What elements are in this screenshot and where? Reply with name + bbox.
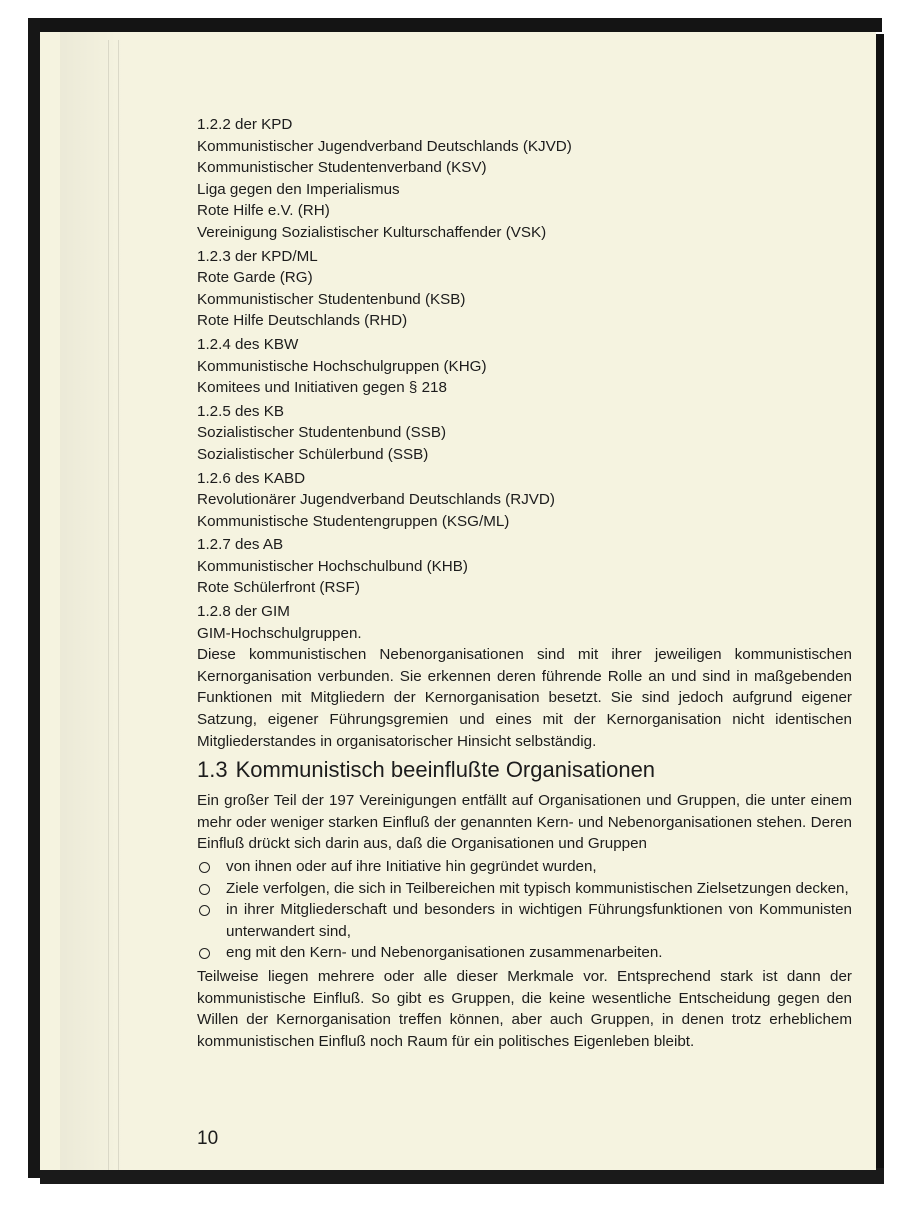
list-item: Rote Hilfe e.V. (RH): [197, 202, 330, 220]
list-item: Sozialistischer Schülerbund (SSB): [197, 445, 429, 463]
scan-bottom-edge: [40, 1168, 884, 1184]
criteria-text: von ihnen oder auf ihre Initiative hin gegründet wurden,: [226, 858, 597, 875]
paragraph-einfluss: Ein großer Teil der 197 Vereinigungen entfällt auf Organisationen und Gruppen, die unter einem mehr oder weniger starken Einfluß der genannten Kern- und Nebenorganisationen stehen. Deren Einfluß drückt sich darin aus, daß die Organisationen und Gruppen: [197, 792, 852, 853]
page-binding-shadow: [60, 32, 140, 1170]
list-item: Vereinigung Sozialistischer Kulturschaffender (VSK): [197, 223, 547, 241]
org-list-kb: [197, 401, 852, 466]
list-item: Sozialistischer Studentenbund (SSB): [197, 424, 447, 442]
list-heading: 1.2.4 des KBW: [197, 335, 299, 353]
circle-bullet-icon: [199, 948, 210, 959]
list-item: Rote Hilfe Deutschlands (RHD): [197, 312, 408, 330]
criteria-text: eng mit den Kern- und Nebenorganisationen zusammenarbeiten.: [226, 944, 663, 962]
list-heading: 1.2.6 des KABD: [197, 469, 306, 487]
list-item: Kommunistische Hochschulgruppen (KHG): [197, 357, 487, 375]
list-item: Kommunistischer Hochschulbund (KHB): [197, 557, 468, 575]
scan-left-edge: [28, 18, 40, 1178]
section-number: 1.3: [197, 757, 228, 783]
section-heading: [197, 756, 852, 784]
circle-bullet-icon: [199, 884, 210, 895]
list-heading: 1.2.7 des AB: [197, 536, 284, 554]
org-list-kabd: [197, 468, 852, 533]
page-number: 10: [197, 1128, 219, 1149]
criteria-item: [197, 942, 852, 964]
document-text: [197, 114, 852, 1052]
list-item: GIM-Hochschulgruppen.: [197, 624, 362, 642]
list-item: Rote Schülerfront (RSF): [197, 579, 360, 597]
list-item: Kommunistische Studentengruppen (KSG/ML): [197, 512, 510, 530]
criteria-text: in ihrer Mitgliederschaft und besonders in wichtigen Führungsfunktionen von Kommunisten unterwandert sind,: [226, 901, 852, 940]
criteria-list: [197, 856, 852, 964]
list-item: Rote Garde (RG): [197, 269, 313, 287]
org-list-ab: [197, 534, 852, 599]
list-item: Liga gegen den Imperialismus: [197, 180, 400, 198]
criteria-item: [197, 856, 852, 878]
binding-crease: [108, 40, 109, 1170]
org-list-gim: [197, 601, 852, 644]
binding-crease: [118, 40, 119, 1170]
paragraph-merkmale: Teilweise liegen mehrere oder alle dieser Merkmale vor. Entsprechend stark ist dann der kommunistische Einfluß. So gibt es Gruppen, die keine wesentliche Entscheidung gegen den Willen der Kernorganisation treffen können, aber auch Gruppen, in denen trotz erheblichem kommunistischen Einfluß noch Raum für ein politisches Eigenleben bleibt.: [197, 967, 852, 1050]
scan-top-edge: [30, 18, 882, 32]
section-title: Kommunistisch beeinflußte Organisationen: [235, 757, 656, 783]
org-list-kpd-ml: [197, 246, 852, 332]
list-heading: 1.2.8 der GIM: [197, 603, 290, 621]
org-list-kpd: [197, 114, 852, 244]
list-item: Kommunistischer Jugendverband Deutschlands (KJVD): [197, 137, 572, 155]
criteria-text: Ziele verfolgen, die sich in Teilbereichen mit typisch kommunistischen Zielsetzungen decken,: [226, 879, 849, 897]
list-item: Revolutionärer Jugendverband Deutschlands (RJVD): [197, 491, 555, 509]
circle-bullet-icon: [199, 862, 210, 873]
list-item: Komitees und Initiativen gegen § 218: [197, 379, 447, 397]
criteria-item: [197, 899, 852, 942]
circle-bullet-icon: [199, 905, 210, 916]
list-heading: 1.2.2 der KPD: [197, 116, 293, 133]
list-item: Kommunistischer Studentenverband (KSV): [197, 159, 487, 177]
criteria-item: [197, 878, 852, 900]
list-item: Kommunistischer Studentenbund (KSB): [197, 290, 466, 308]
org-list-kbw: [197, 334, 852, 399]
list-heading: 1.2.5 des KB: [197, 402, 284, 420]
list-heading: 1.2.3 der KPD/ML: [197, 247, 318, 265]
scan-right-edge: [876, 34, 884, 1184]
paragraph-nebenorganisationen: Diese kommunistischen Nebenorganisationen sind mit ihrer jeweiligen kommunistischen Kernorganisation verbunden. Sie erkennen deren führende Rolle an und sind in maßgebenden Funktionen mit Mitgliedern der Kernorganisation besetzt. Sie sind jedoch aufgrund eigener Satzung, eigener Führungsgremien und eines mit der Kernorganisation nicht identischen Mitgliederstandes in organisatorischer Hinsicht selbständig.: [197, 646, 852, 750]
